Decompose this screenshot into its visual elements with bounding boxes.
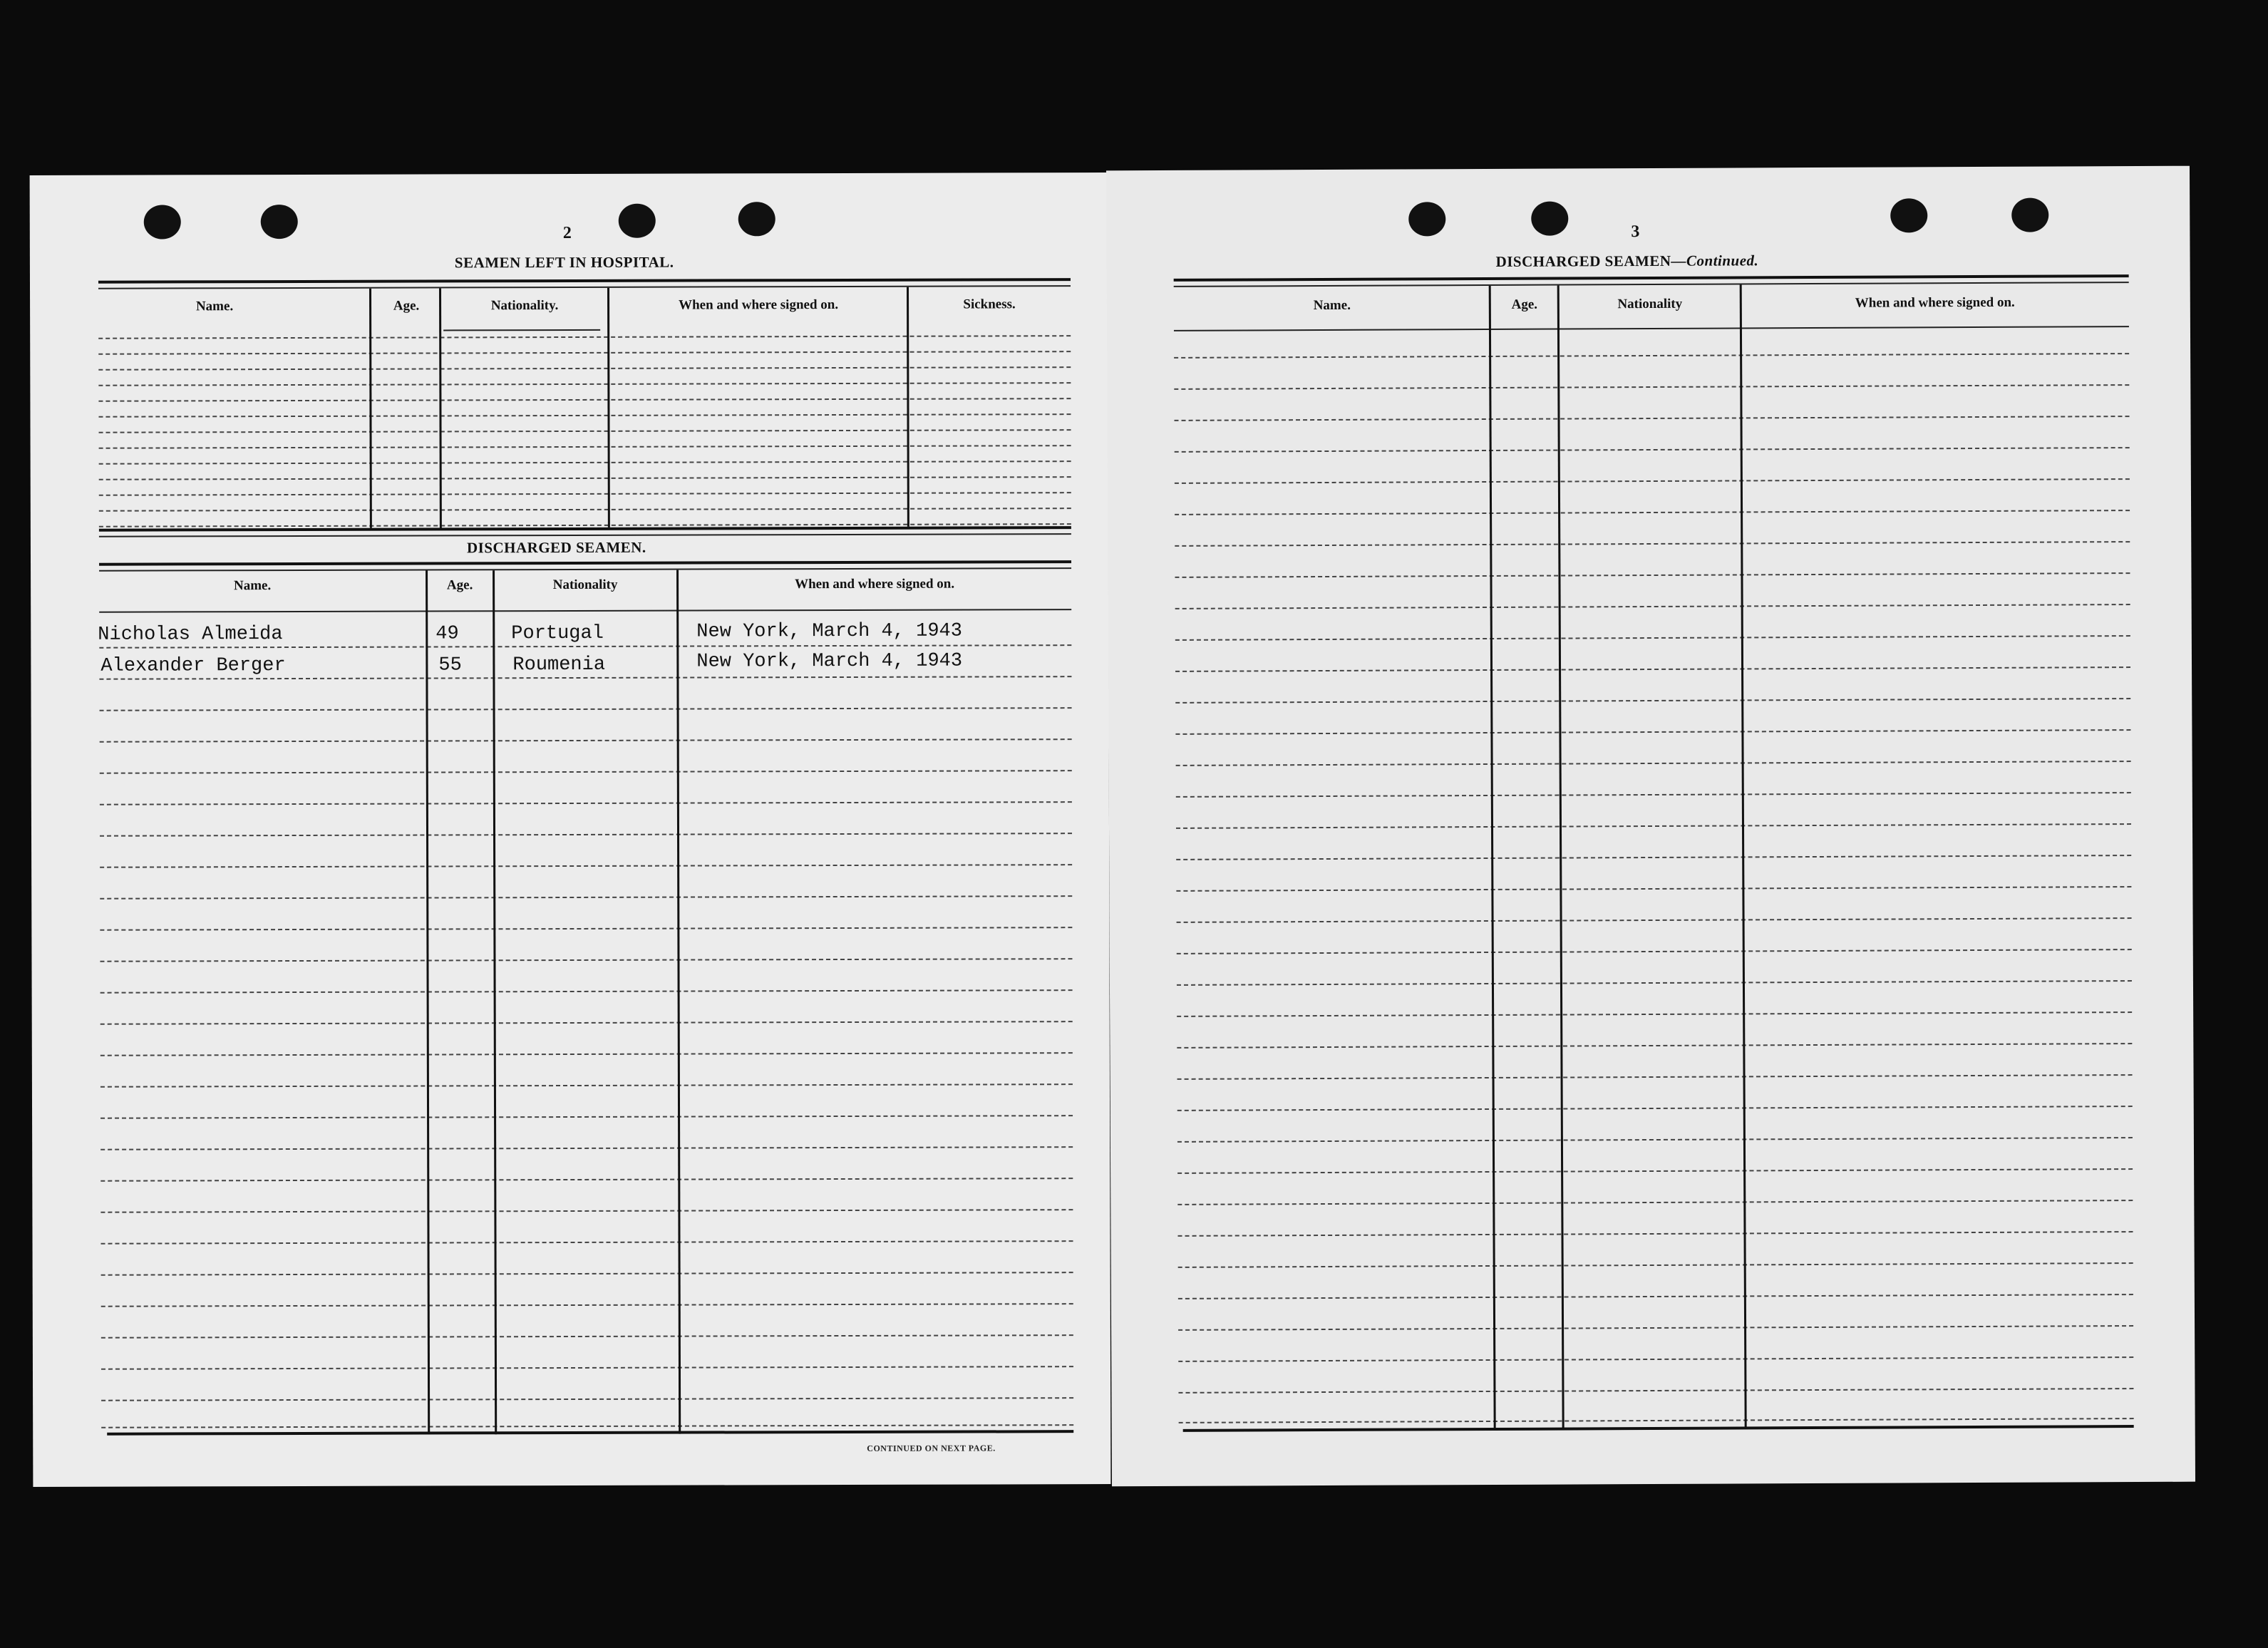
punch-hole	[1408, 202, 1445, 236]
punch-hole	[2011, 198, 2048, 232]
right-page	[1106, 166, 2195, 1487]
hospital-section-title: SEAMEN LEFT IN HOSPITAL.	[454, 253, 674, 272]
seaman-signed-on: New York, March 4, 1943	[696, 650, 963, 673]
hospital-col-sickness: Sickness.	[963, 297, 1016, 312]
seaman-age: 55	[438, 654, 462, 676]
page-number: 3	[1631, 222, 1640, 242]
punch-hole	[261, 205, 298, 239]
hospital-col-name: Name.	[195, 299, 234, 314]
discharged-section-title: DISCHARGED SEAMEN.	[466, 538, 646, 557]
seaman-name: Nicholas Almeida	[98, 624, 283, 646]
punch-hole	[144, 205, 181, 239]
seaman-name: Alexander Berger	[100, 655, 286, 677]
punch-hole	[738, 202, 775, 236]
hospital-col-nationality: Nationality.	[490, 298, 559, 314]
continued-col-name: Name.	[1313, 297, 1351, 314]
punch-hole	[1890, 198, 1927, 232]
punch-hole	[619, 204, 656, 238]
hospital-col-age: Age.	[393, 298, 420, 314]
continued-col-age: Age.	[1511, 297, 1538, 312]
punch-hole	[1531, 201, 1568, 235]
continued-note: CONTINUED ON NEXT PAGE.	[867, 1443, 996, 1453]
continued-col-nationality: Nationality	[1617, 296, 1683, 312]
discharged-col-nationality: Nationality	[552, 577, 618, 593]
seaman-age: 49	[435, 623, 459, 645]
page-number: 2	[562, 223, 572, 243]
hospital-col-signed-on: When and where signed on.	[679, 297, 839, 313]
seaman-signed-on: New York, March 4, 1943	[696, 620, 962, 643]
discharged-col-age: Age.	[446, 577, 473, 593]
discharged-continued-title: DISCHARGED SEAMEN—Continued.	[1495, 252, 1759, 270]
discharged-col-signed-on: When and where signed on.	[795, 576, 955, 592]
seaman-nationality: Roumenia	[512, 654, 606, 676]
seaman-nationality: Portugal	[511, 622, 604, 645]
continued-col-signed-on: When and where signed on.	[1855, 294, 2015, 311]
left-page	[30, 172, 1111, 1487]
discharged-col-name: Name.	[233, 578, 272, 594]
